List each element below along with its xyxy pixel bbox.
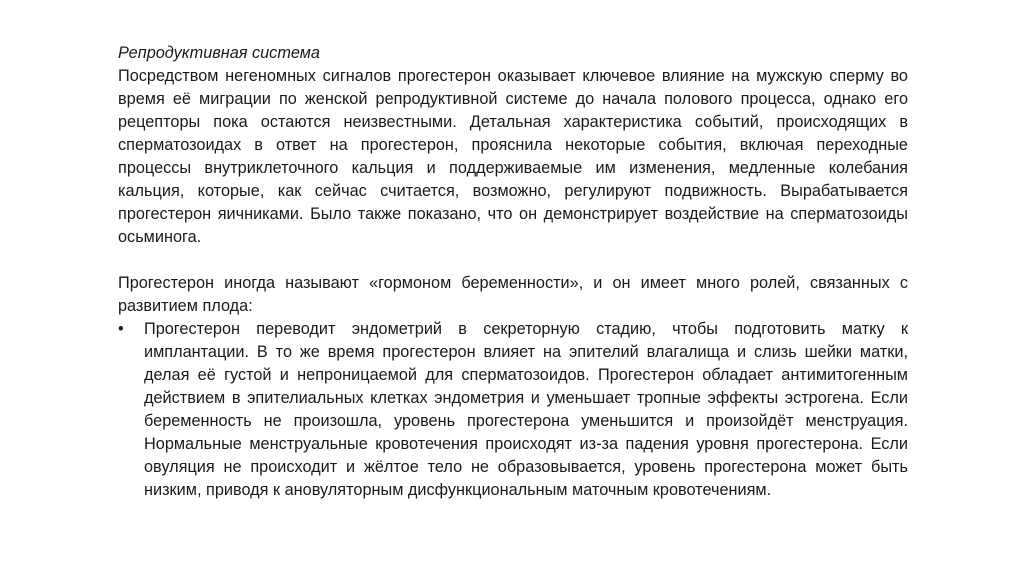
paragraph-nongenomic-signaling: Посредством негеномных сигналов прогестерон оказывает ключевое влияние на мужскую сперму во время её миграции по женской репродуктивной системе до начала полового процесса, однако его рецепторы пока остаются неизвестными. Детальная характеристика событий, происходящих в сперматозоидах в ответ на прогестерон, прояснила некоторые события, включая переходные процессы внутриклеточного кальция и поддерживаемые им изменения, медленные колебания кальция, которые, как сейчас считается, возможно, регулируют подвижность. Вырабатывается прогестерон яичниками. Было также показано, что он демонстрирует воздействие на сперматозоиды осьминога. — [118, 67, 908, 246]
section-heading: Репродуктивная система — [118, 44, 320, 62]
slide-content — [118, 42, 908, 502]
bullet-list — [118, 318, 908, 502]
paragraph-pregnancy-hormone: Прогестерон иногда называют «гормоном беременности», и он имеет много ролей, связанных с развитием плода: — [118, 274, 908, 315]
paragraph-spacer — [118, 249, 908, 272]
bullet-icon: • — [118, 320, 124, 338]
bullet-item — [118, 318, 908, 502]
bullet-text: Прогестерон переводит эндометрий в секреторную стадию, чтобы подготовить матку к имплантации. В то же время прогестерон влияет на эпителий влагалища и слизь шейки матки, делая её густой и непроницаемой для сперматозоидов. Прогестерон обладает антимитогенным действием в эпителиальных клетках эндометрия и уменьшает тропные эффекты эстрогена. Если беременность не произошла, уровень прогестерона уменьшится и произойдёт менструация. Нормальные менструальные кровотечения происходят из-за падения уровня прогестерона. Если овуляция не происходит и жёлтое тело не образовывается, уровень прогестерона может быть низким, приводя к ановуляторным дисфункциональным маточным кровотечениям. — [144, 320, 908, 499]
